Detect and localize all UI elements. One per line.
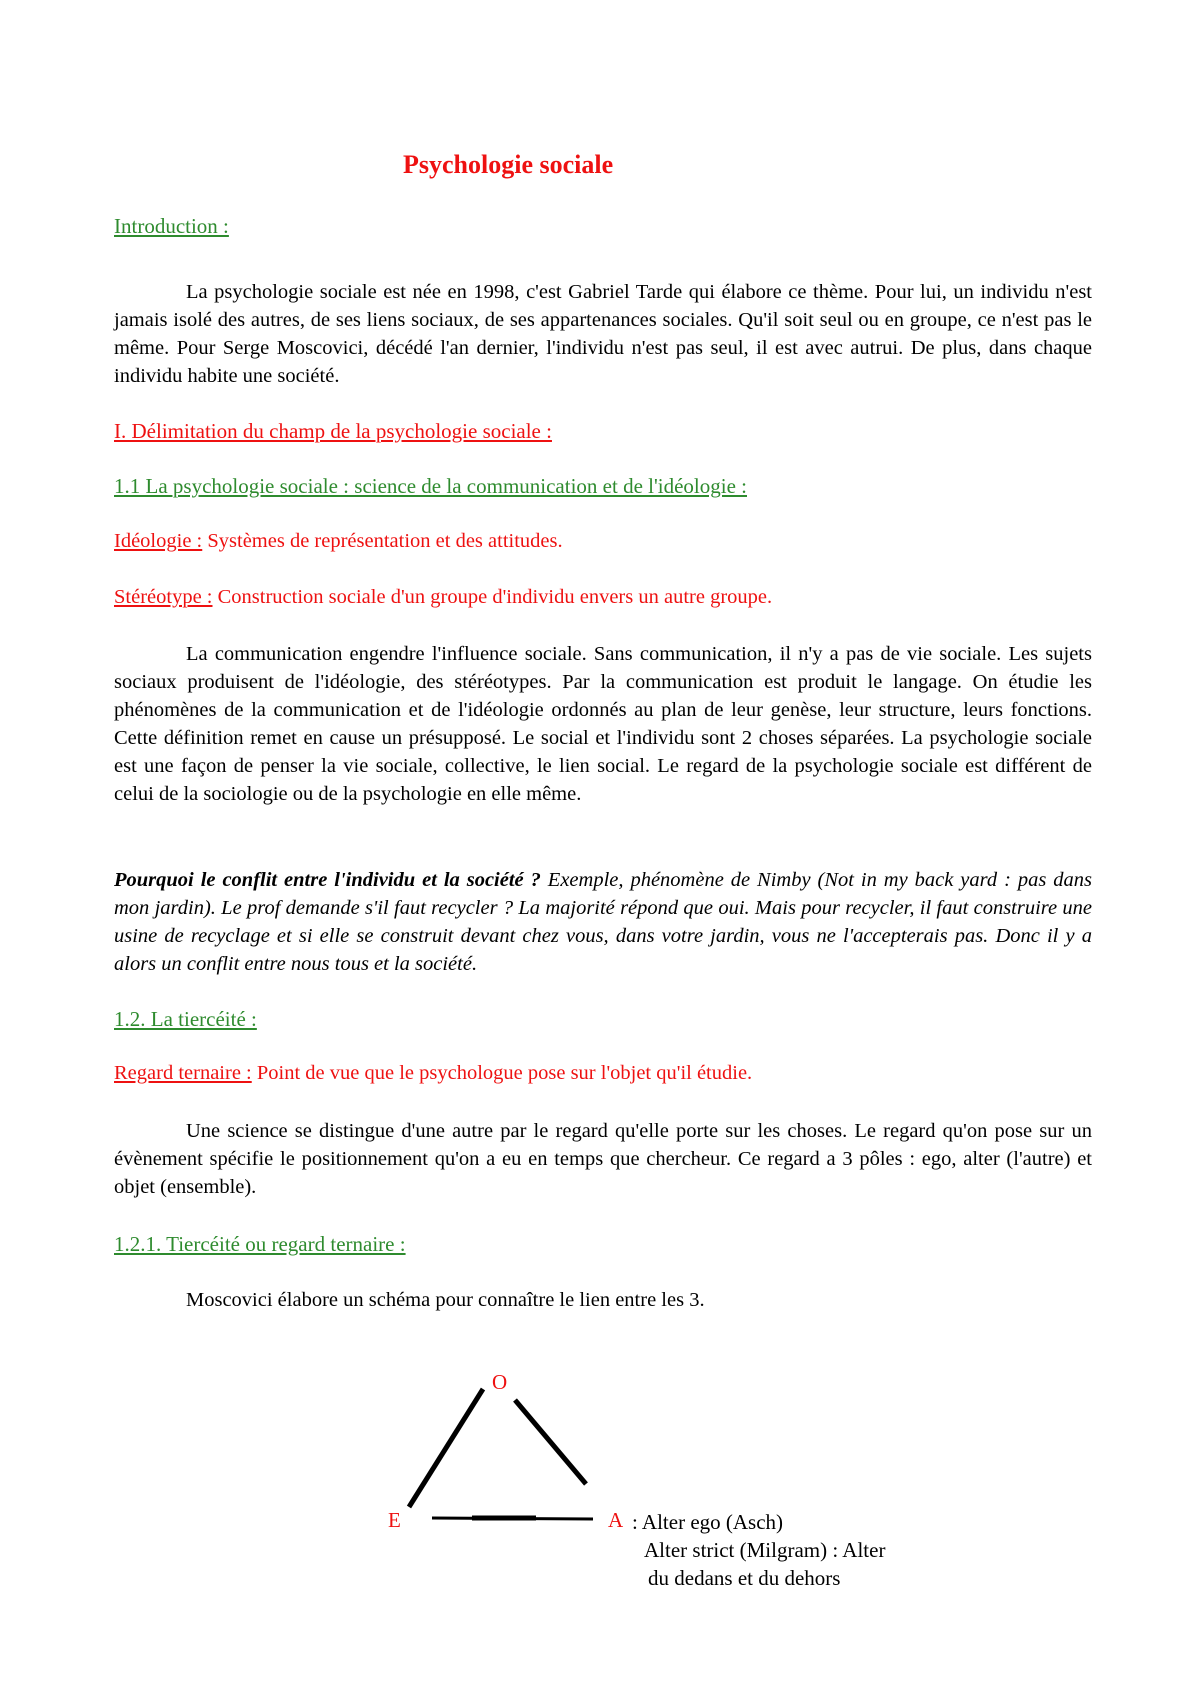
definition-ideologie [114,530,563,553]
definition-term: Regard ternaire : [114,1062,252,1084]
document-title: Psychologie sociale [403,150,614,179]
definition-text: Point de vue que le psychologue pose sur l'objet qu'il étudie. [251,1062,753,1084]
communication-paragraph-text: La communication engendre l'influence sociale. Sans communication, il n'y a pas de vie sociale. Les sujets sociaux produisent de l'idéologie, des stéréotypes. Par la communication est produit le langage. On étudie les phénomènes de la communication et de l'idéologie ordonnés au plan de leur genèse, leur structure, leurs fonctions. Cette définition remet en cause un présupposé. Le social et l'individu sont 2 choses séparées. La psychologie sociale est une façon de penser la vie sociale, collective, le lien social. Le regard de la psychologie sociale est différent de celui de la sociologie ou de la psychologie en elle même. [114,643,1092,805]
schema-sentence: Moscovici élabore un schéma pour connaître le lien entre les 3. [186,1289,705,1311]
node-a-note-line-3: du dedans et du dehors [648,1566,841,1590]
definition-text: Construction sociale d'un groupe d'individu envers un autre groupe. [212,586,773,608]
edge-e-o [409,1389,483,1507]
node-e-label: E [388,1508,401,1532]
conflict-paragraph [114,866,1092,978]
section-1-2-heading: 1.2. La tiercéité : [114,1007,257,1031]
section-1-heading: I. Délimitation du champ de la psychologie sociale : [114,419,552,443]
section-1-2-1-heading: 1.2.1. Tiercéité ou regard ternaire : [114,1232,406,1256]
intro-heading: Introduction : [114,214,229,238]
definition-term: Idéologie : [114,530,203,552]
edge-e-a [432,1518,593,1519]
definition-stereotype [114,586,772,609]
definition-text: Systèmes de représentation et des attitudes. [202,530,563,552]
definition-regard-ternaire [114,1062,752,1085]
node-a-note-line-2: Alter strict (Milgram) : Alter [644,1538,886,1562]
intro-paragraph [114,278,1092,390]
node-a-label: A [608,1508,624,1532]
section-1-1-heading: 1.1 La psychologie sociale : science de la communication et de l'idéologie : [114,474,747,498]
node-o-label: O [492,1370,508,1394]
science-paragraph-text: Une science se distingue d'une autre par le regard qu'elle porte sur les choses. Le regard qu'on pose sur un évènement spécifie le positionnement qu'on a eu en temps que chercheur. Ce regard a 3 pôles : ego, alter (l'autre) et objet (ensemble). [114,1120,1092,1198]
edge-o-a [515,1400,586,1484]
definition-term: Stéréotype : [114,586,213,608]
conflict-text: Exemple, phénomène de Nimby (Not in my back yard : pas dans mon jardin). Le prof demande s'il faut recycler ? La majorité répond que oui. Mais pour recycler, il faut construire une usine de recyclage et si elle se construit devant chez vous, dans votre jardin, vous ne l'accepterais pas. Donc il y a alors un conflit entre nous tous et la société. [114,869,1092,975]
intro-paragraph-text: La psychologie sociale est née en 1998, c'est Gabriel Tarde qui élabore ce thème. Pour lui, un individu n'est jamais isolé des autres, de ses liens sociaux, de ses appartenances sociales. Qu'il soit seul ou en groupe, ce n'est pas le même. Pour Serge Moscovici, décédé l'an dernier, l'individu n'est pas seul, il est avec autrui. De plus, dans chaque individu habite une société. [114,281,1092,387]
science-paragraph [114,1117,1092,1201]
conflict-question: Pourquoi le conflit entre l'individu et la société ? [114,869,541,891]
node-a-note-line-1: : Alter ego (Asch) [632,1510,784,1534]
communication-paragraph [114,640,1092,808]
